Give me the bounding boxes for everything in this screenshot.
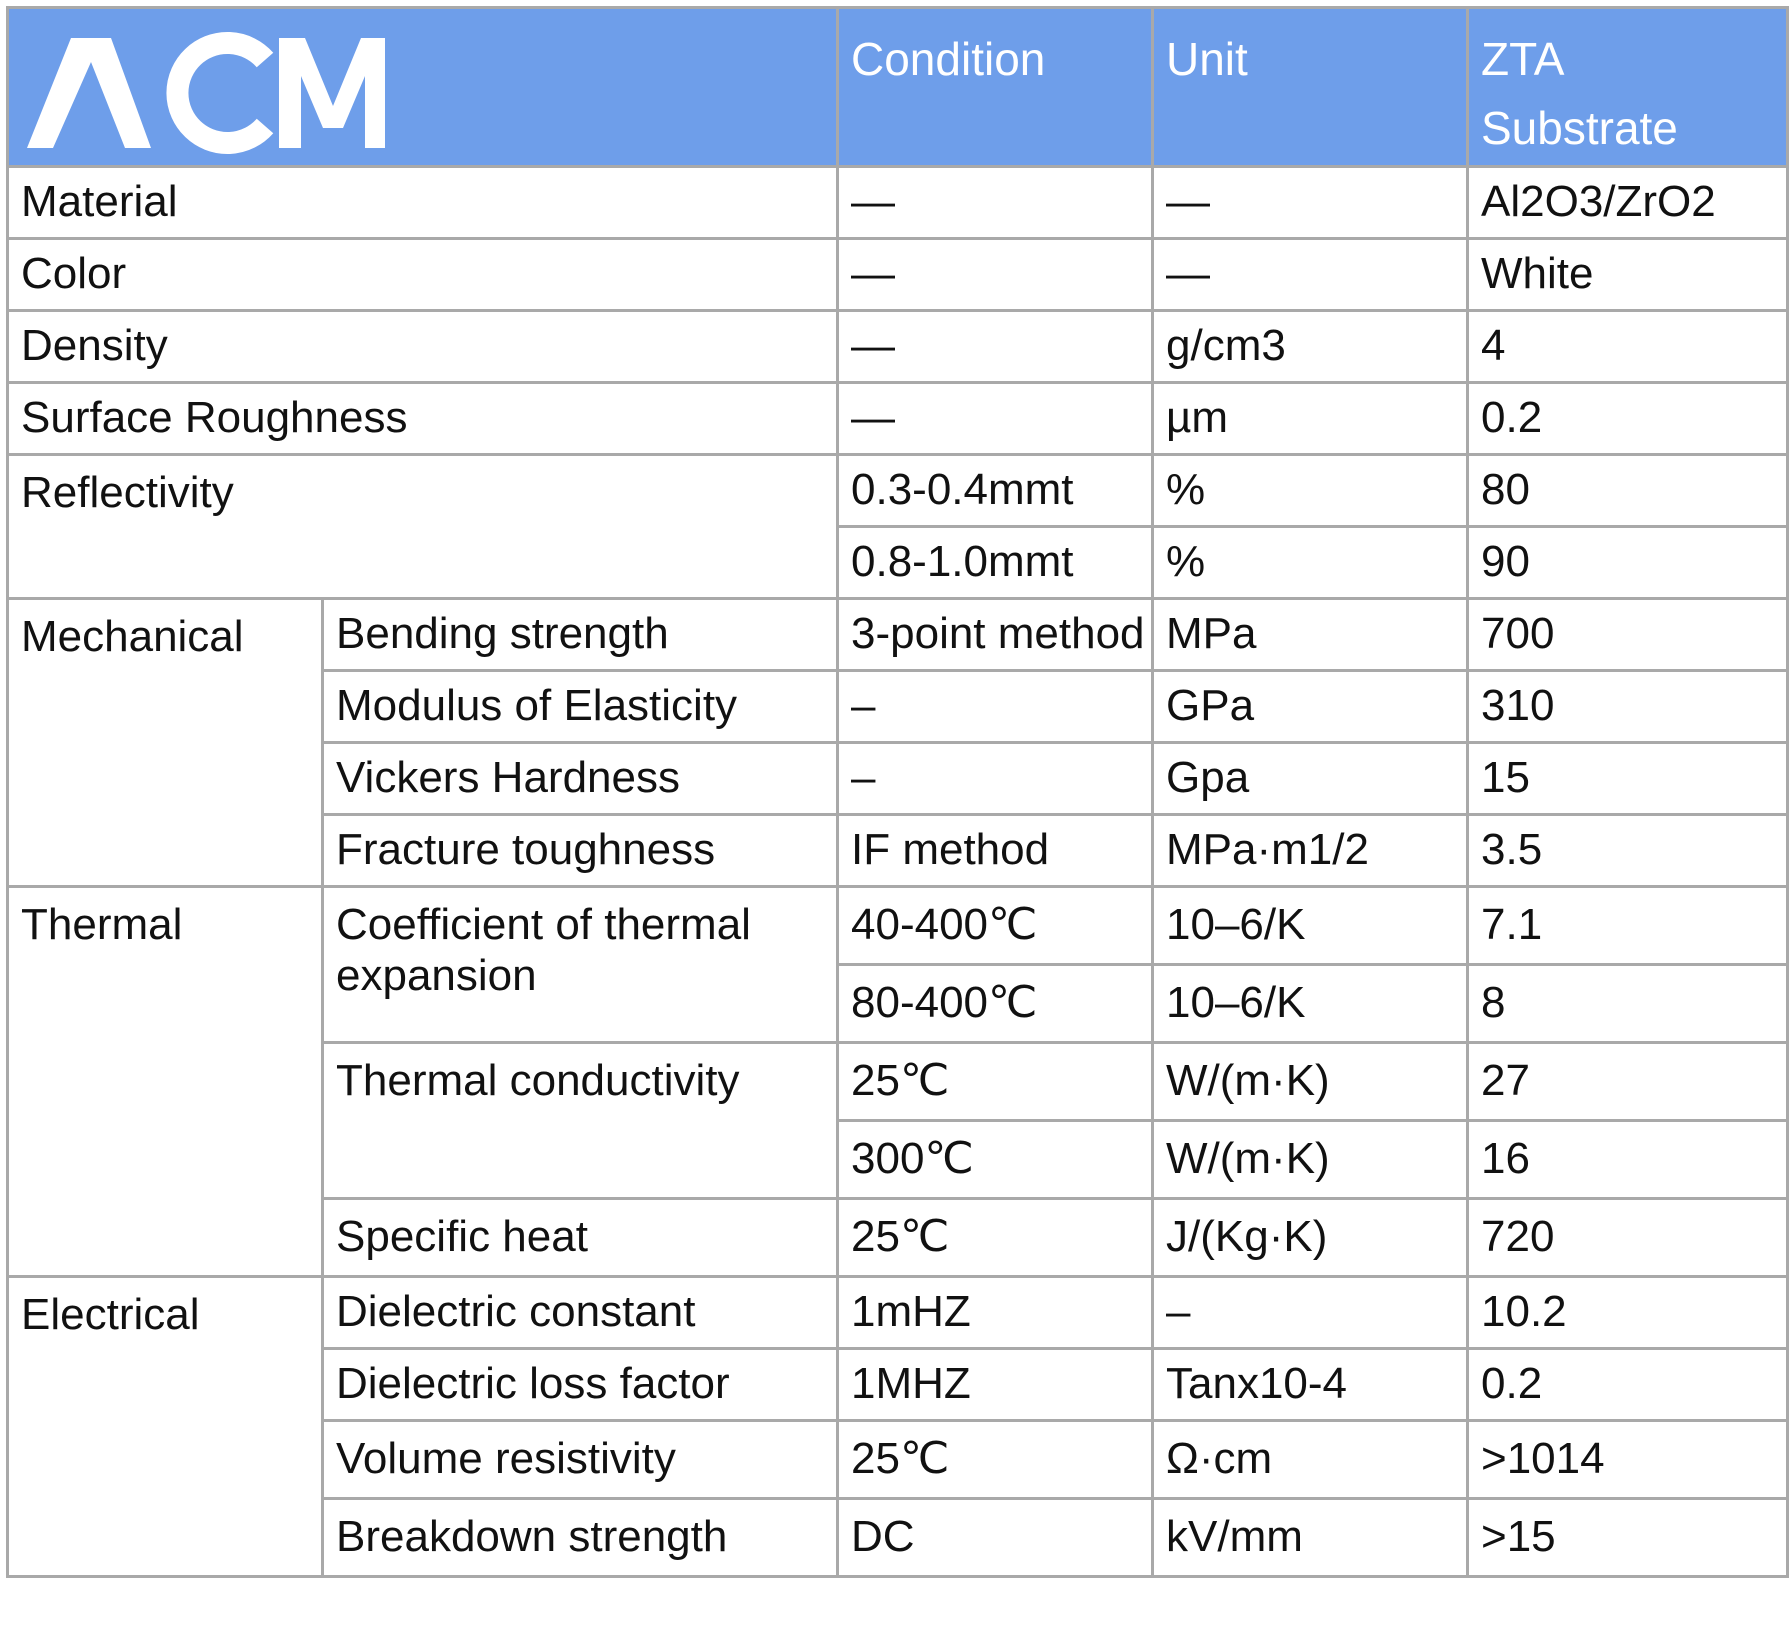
properties-table bbox=[6, 6, 1789, 1578]
acm-logo bbox=[9, 10, 389, 165]
group-label-thermal: Thermal bbox=[8, 887, 323, 1277]
table-row bbox=[8, 167, 1788, 239]
condition-cell: – bbox=[838, 743, 1153, 815]
header-value: ZTA Substrate bbox=[1468, 8, 1788, 167]
property-cell: Density bbox=[8, 311, 838, 383]
condition-cell: 0.8-1.0mmt bbox=[838, 527, 1153, 599]
property-cell: Dielectric loss factor bbox=[323, 1349, 838, 1421]
unit-cell: GPa bbox=[1153, 671, 1468, 743]
property-cell: Bending strength bbox=[323, 599, 838, 671]
condition-cell: — bbox=[838, 167, 1153, 239]
condition-cell: DC bbox=[838, 1499, 1153, 1577]
value-cell: 7.1 bbox=[1468, 887, 1788, 965]
unit-cell: Gpa bbox=[1153, 743, 1468, 815]
condition-cell: 0.3-0.4mmt bbox=[838, 455, 1153, 527]
unit-cell: – bbox=[1153, 1277, 1468, 1349]
condition-cell: 300℃ bbox=[838, 1121, 1153, 1199]
unit-cell: — bbox=[1153, 167, 1468, 239]
table-row bbox=[8, 887, 1788, 965]
value-cell: 0.2 bbox=[1468, 1349, 1788, 1421]
unit-cell: 10–6/K bbox=[1153, 965, 1468, 1043]
table-row bbox=[8, 311, 1788, 383]
value-cell: 4 bbox=[1468, 311, 1788, 383]
value-cell: Al2O3/ZrO2 bbox=[1468, 167, 1788, 239]
property-cell: Fracture toughness bbox=[323, 815, 838, 887]
property-cell: Modulus of Elasticity bbox=[323, 671, 838, 743]
condition-cell: 1mHZ bbox=[838, 1277, 1153, 1349]
condition-cell: 25℃ bbox=[838, 1421, 1153, 1499]
property-cell: Reflectivity bbox=[8, 455, 838, 599]
value-cell: >1014 bbox=[1468, 1421, 1788, 1499]
unit-cell: MPa bbox=[1153, 599, 1468, 671]
value-cell: 700 bbox=[1468, 599, 1788, 671]
property-cell: Surface Roughness bbox=[8, 383, 838, 455]
group-label-electrical: Electrical bbox=[8, 1277, 323, 1577]
unit-cell: W/(m·K) bbox=[1153, 1043, 1468, 1121]
property-cell: Dielectric constant bbox=[323, 1277, 838, 1349]
value-cell: 8 bbox=[1468, 965, 1788, 1043]
unit-cell: g/cm3 bbox=[1153, 311, 1468, 383]
table-row bbox=[8, 599, 1788, 671]
property-cell: Thermal conductivity bbox=[323, 1043, 838, 1199]
table-row bbox=[8, 383, 1788, 455]
unit-cell: — bbox=[1153, 239, 1468, 311]
logo-cell bbox=[8, 8, 838, 167]
condition-cell: IF method bbox=[838, 815, 1153, 887]
condition-cell: — bbox=[838, 239, 1153, 311]
unit-cell: W/(m·K) bbox=[1153, 1121, 1468, 1199]
value-cell: 0.2 bbox=[1468, 383, 1788, 455]
value-cell: 3.5 bbox=[1468, 815, 1788, 887]
value-cell: 16 bbox=[1468, 1121, 1788, 1199]
unit-cell: J/(Kg·K) bbox=[1153, 1199, 1468, 1277]
header-unit: Unit bbox=[1153, 8, 1468, 167]
value-cell: 720 bbox=[1468, 1199, 1788, 1277]
value-cell: 310 bbox=[1468, 671, 1788, 743]
unit-cell: MPa·m1/2 bbox=[1153, 815, 1468, 887]
header-condition: Condition bbox=[838, 8, 1153, 167]
property-cell: Coefficient of thermal expansion bbox=[323, 887, 838, 1043]
unit-cell: % bbox=[1153, 527, 1468, 599]
unit-cell: µm bbox=[1153, 383, 1468, 455]
value-cell: 10.2 bbox=[1468, 1277, 1788, 1349]
unit-cell: kV/mm bbox=[1153, 1499, 1468, 1577]
value-cell: 15 bbox=[1468, 743, 1788, 815]
condition-cell: 25℃ bbox=[838, 1043, 1153, 1121]
condition-cell: — bbox=[838, 383, 1153, 455]
property-cell: Color bbox=[8, 239, 838, 311]
condition-cell: 80-400℃ bbox=[838, 965, 1153, 1043]
unit-cell: % bbox=[1153, 455, 1468, 527]
value-cell: 90 bbox=[1468, 527, 1788, 599]
header-row bbox=[8, 8, 1788, 167]
table-row bbox=[8, 239, 1788, 311]
property-cell: Material bbox=[8, 167, 838, 239]
unit-cell: 10–6/K bbox=[1153, 887, 1468, 965]
property-cell: Breakdown strength bbox=[323, 1499, 838, 1577]
unit-cell: Tanx10-4 bbox=[1153, 1349, 1468, 1421]
condition-cell: 1MHZ bbox=[838, 1349, 1153, 1421]
property-cell: Vickers Hardness bbox=[323, 743, 838, 815]
condition-cell: 3-point method bbox=[838, 599, 1153, 671]
condition-cell: 40-400℃ bbox=[838, 887, 1153, 965]
value-cell: 27 bbox=[1468, 1043, 1788, 1121]
value-cell: >15 bbox=[1468, 1499, 1788, 1577]
property-cell: Specific heat bbox=[323, 1199, 838, 1277]
table-row bbox=[8, 1277, 1788, 1349]
condition-cell: — bbox=[838, 311, 1153, 383]
group-label-mechanical: Mechanical bbox=[8, 599, 323, 887]
condition-cell: – bbox=[838, 671, 1153, 743]
value-cell: White bbox=[1468, 239, 1788, 311]
condition-cell: 25℃ bbox=[838, 1199, 1153, 1277]
unit-cell: Ω·cm bbox=[1153, 1421, 1468, 1499]
property-cell: Volume resistivity bbox=[323, 1421, 838, 1499]
value-cell: 80 bbox=[1468, 455, 1788, 527]
table-row bbox=[8, 455, 1788, 527]
